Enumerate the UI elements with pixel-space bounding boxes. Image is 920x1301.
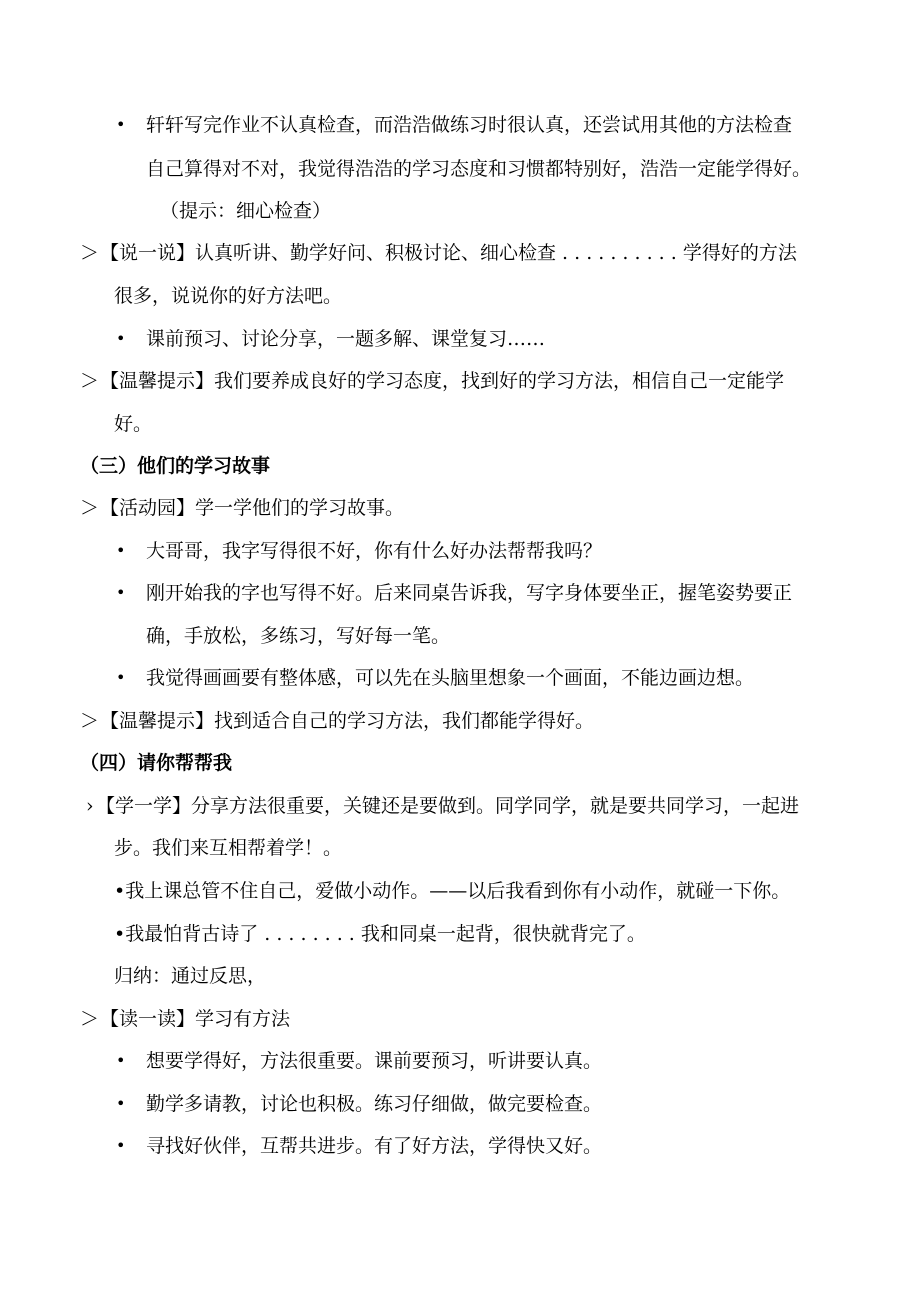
learn-line: 步。我们来互相帮着学！。 <box>114 837 343 859</box>
bullet-glyph: • <box>116 1051 126 1070</box>
paragraph-line: 轩轩写完作业不认真检查，而浩浩做练习时很认真，还尝试用其他的方法检查 <box>146 114 793 136</box>
paragraph-line: 自己算得对不对，我觉得浩浩的学习态度和习惯都特别好，浩浩一定能学得好。 <box>146 158 812 180</box>
arrow-glyph: ＞ <box>80 242 100 264</box>
arrow-glyph: ＞ <box>80 710 100 732</box>
bullet-glyph: • <box>116 115 126 134</box>
section-line: 【说一说】认真听讲、勤学好问、积极讨论、细心检查 . . . . . . . . . . 学得好的方法 <box>100 242 797 264</box>
section-line: 很多，说说你的好方法吧。 <box>114 285 343 307</box>
bullet-glyph: • <box>116 329 126 348</box>
read-heading: 【读一读】学习有方法 <box>100 1008 291 1030</box>
list-item: 我觉得画画要有整体感，可以先在头脑里想象一个画面，不能边画边想。 <box>146 667 755 689</box>
section-heading: （四）请你帮帮我 <box>80 752 233 774</box>
dialogue-item: •我最怕背古诗了 . . . . . . . . 我和同桌一起背，很快就背完了。 <box>114 923 646 945</box>
bullet-glyph: • <box>116 1136 126 1155</box>
arrow-glyph: ＞ <box>80 497 100 519</box>
list-item: 课前预习、讨论分享，一题多解、课堂复习…… <box>146 328 546 350</box>
tip-line: 好。 <box>114 413 153 435</box>
bullet-glyph: • <box>116 583 126 602</box>
tip-line: 【温馨提示】我们要养成良好的学习态度，找到好的学习方法，相信自己一定能学 <box>100 370 785 392</box>
list-item: 大哥哥，我字写得很不好，你有什么好办法帮帮我吗？ <box>146 540 603 562</box>
tip-line: 【温馨提示】找到适合自己的学习方法，我们都能学得好。 <box>100 710 595 732</box>
hint-text: （提示：细心检查） <box>160 200 332 222</box>
list-item: 勤学多请教，讨论也积极。练习仔细做，做完要检查。 <box>146 1093 603 1115</box>
dialogue-item: •我上课总管不住自己，爱做小动作。——以后我看到你有小动作，就碰一下你。 <box>114 880 791 902</box>
arrow-glyph: ＞ <box>80 1008 100 1030</box>
bullet-glyph: • <box>116 541 126 560</box>
bullet-glyph: • <box>116 668 126 687</box>
list-item-continuation: 确，手放松，多练习，写好每一笔。 <box>146 625 451 647</box>
list-item: 想要学得好，方法很重要。课前要预习，听讲要认真。 <box>146 1050 603 1072</box>
bullet-glyph: • <box>116 1094 126 1113</box>
list-item: 刚开始我的字也写得不好。后来同桌告诉我，写字身体要坐正，握笔姿势要正 <box>146 582 793 604</box>
small-arrow-glyph: › <box>86 795 94 817</box>
summary-line: 归纳：通过反思， <box>114 965 267 987</box>
arrow-glyph: ＞ <box>80 370 100 392</box>
section-heading: （三）他们的学习故事 <box>80 455 271 477</box>
learn-line: 【学一学】分享方法很重要，关键还是要做到。同学同学，就是要共同学习，一起进 <box>96 795 800 817</box>
list-item: 寻找好伙伴，互帮共进步。有了好方法，学得快又好。 <box>146 1135 603 1157</box>
activity-line: 【活动园】学一学他们的学习故事。 <box>100 497 405 519</box>
